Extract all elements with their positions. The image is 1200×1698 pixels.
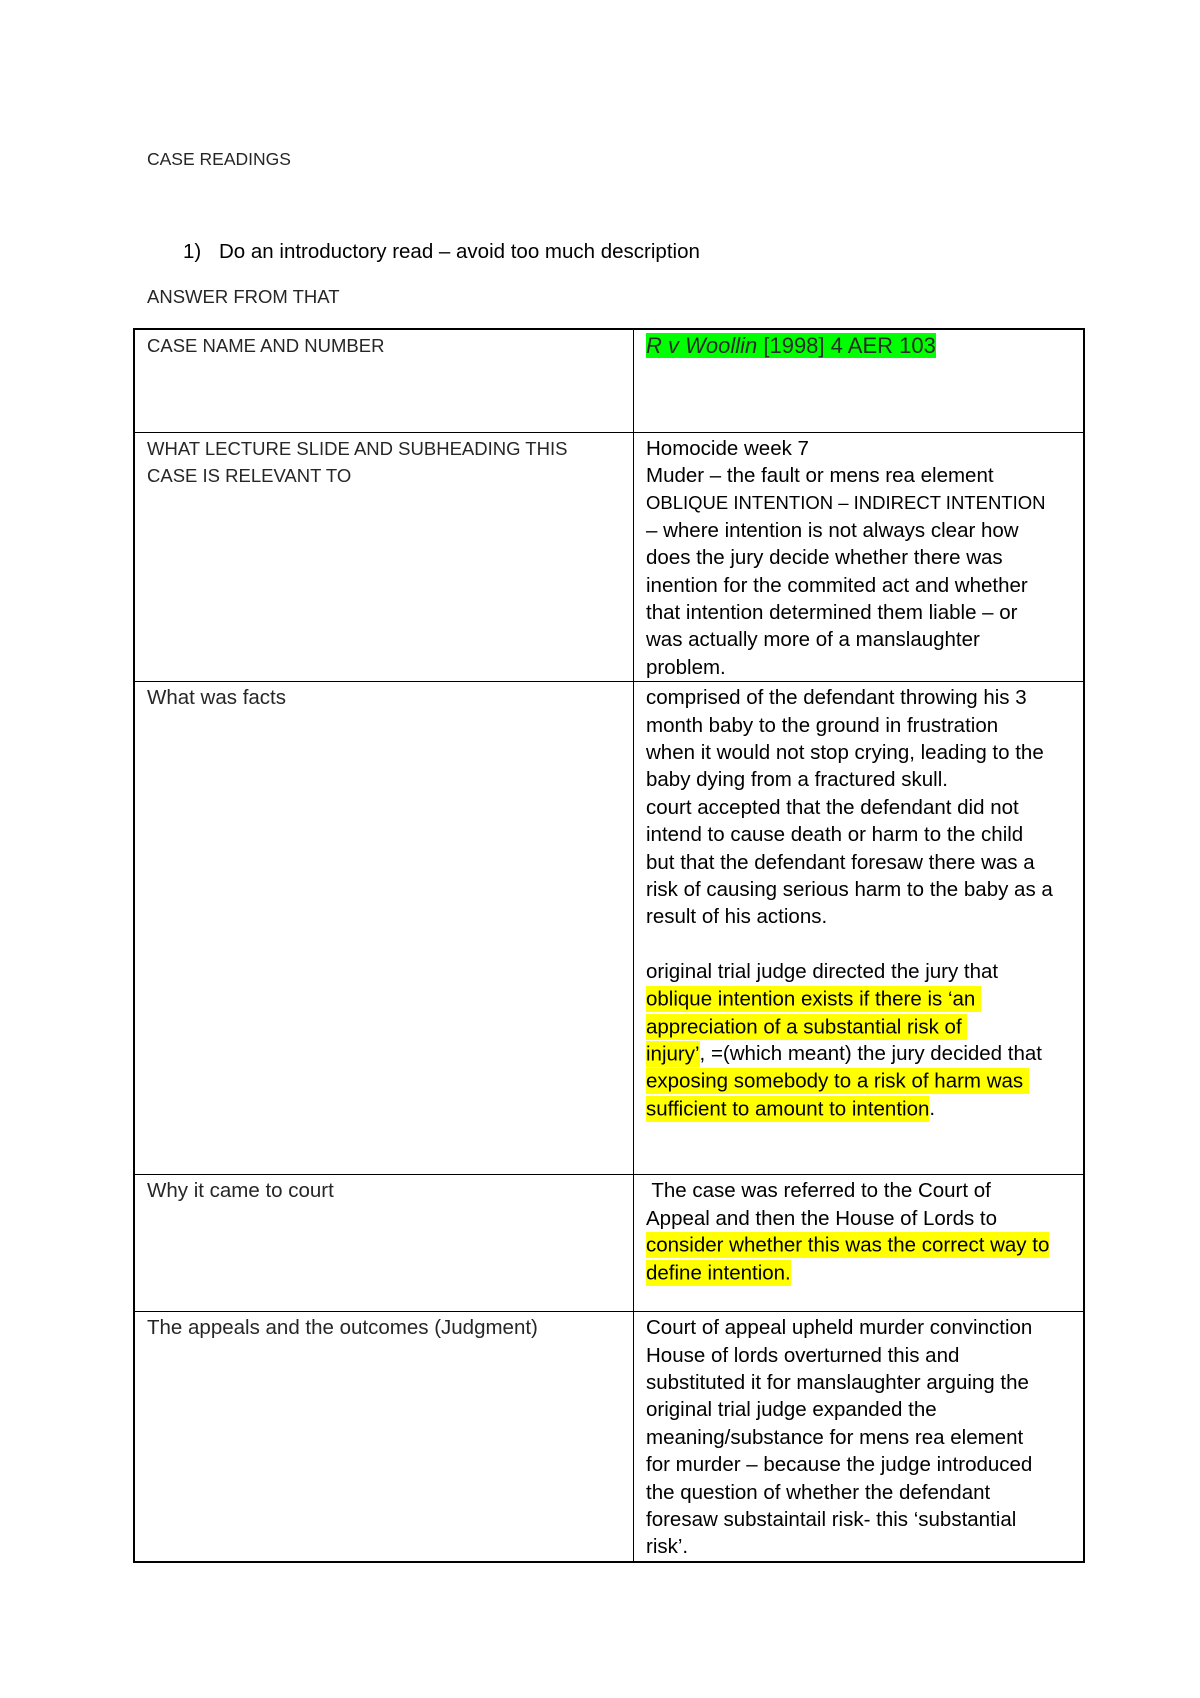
- row-label-cell: [134, 329, 634, 432]
- row-label-cell: [134, 1312, 634, 1562]
- table-row-lecture-slide: [134, 432, 1084, 682]
- answer-heading: ANSWER FROM THAT: [147, 286, 340, 307]
- highlighted-case-citation: [646, 333, 936, 358]
- trial-direction-outcome: [646, 1068, 1077, 1123]
- row-label: WHAT LECTURE SLIDE AND SUBHEADING THIS CASE IS RELEVANT TO: [147, 437, 568, 486]
- row-label: CASE NAME AND NUMBER: [147, 335, 385, 356]
- topic-explanation: – where intention is not always clear how does the jury decide whether there was inention for the commited act and whether that intention determined them liable – or was actually more of a manslaughter problem.: [646, 518, 1028, 679]
- row-label: What was facts: [147, 686, 286, 710]
- court-referral: The case was referred to the Court of Appeal and then the House of Lords to: [646, 1179, 998, 1230]
- case-table: [133, 328, 1085, 1563]
- row-content-cell: [634, 682, 1085, 1175]
- instruction-step: [183, 238, 700, 265]
- facts-summary: comprised of the defendant throwing his 3 month baby to the ground in frustration when it would not stop crying, leading to the baby dying from a fractured skull. court accepted that the defendant did not intend to cause death or harm to the child but that the defendant foresaw there was a risk of causing serious harm to the baby as a result of his actions.: [646, 686, 1053, 929]
- row-label-cell: [134, 432, 634, 682]
- highlighted-text: oblique intention exists if there is ‘an appreciation of a substantial risk of injury’: [646, 986, 981, 1067]
- document-title: CASE READINGS: [147, 149, 291, 169]
- case-citation: [646, 332, 1077, 359]
- row-content-cell: [634, 432, 1085, 682]
- row-label: The appeals and the outcomes (Judgment): [147, 1316, 538, 1340]
- row-label-cell: [134, 682, 634, 1175]
- trial-direction-end: .: [929, 1097, 936, 1121]
- trial-direction-intro: original trial judge directed the jury that: [646, 960, 999, 984]
- table-row-case-name: [134, 329, 1084, 432]
- highlighted-text: consider whether this was the correct way to define intention.: [646, 1233, 1050, 1285]
- trial-direction-test: [646, 986, 1077, 1068]
- step-number: 1): [183, 240, 202, 263]
- court-question: [646, 1232, 1077, 1287]
- case-name: R v Woollin: [646, 333, 758, 358]
- lecture-subheading: OBLIQUE INTENTION – INDIRECT INTENTION: [646, 492, 1046, 514]
- row-content-cell: [634, 1175, 1085, 1312]
- highlighted-text: exposing somebody to a risk of harm was sufficient to amount to intention: [646, 1068, 1029, 1121]
- step-text: Do an introductory read – avoid too much description: [219, 240, 700, 263]
- row-label: Why it came to court: [147, 1179, 334, 1203]
- judgment-text: Court of appeal upheld murder convinction House of lords overturned this and substituted it for manslaughter arguing the original trial judge expanded the meaning/substance for mens rea element for murder – because the judge introduced the question of whether the defendant foresaw substaintail risk- this ‘substantial risk’.: [646, 1316, 1033, 1559]
- table-row-facts: [134, 682, 1084, 1175]
- table-row-appeals: [134, 1312, 1084, 1562]
- trial-direction-link: , =(which meant) the jury decided that: [699, 1042, 1042, 1066]
- row-label-cell: [134, 1175, 634, 1312]
- case-reference: [1998] 4 AER 103: [757, 333, 936, 358]
- row-content-cell: [634, 329, 1085, 432]
- table-row-why-court: [134, 1175, 1084, 1312]
- row-content-cell: [634, 1312, 1085, 1562]
- lecture-topic: Homocide week 7 Muder – the fault or mens rea element: [646, 436, 994, 487]
